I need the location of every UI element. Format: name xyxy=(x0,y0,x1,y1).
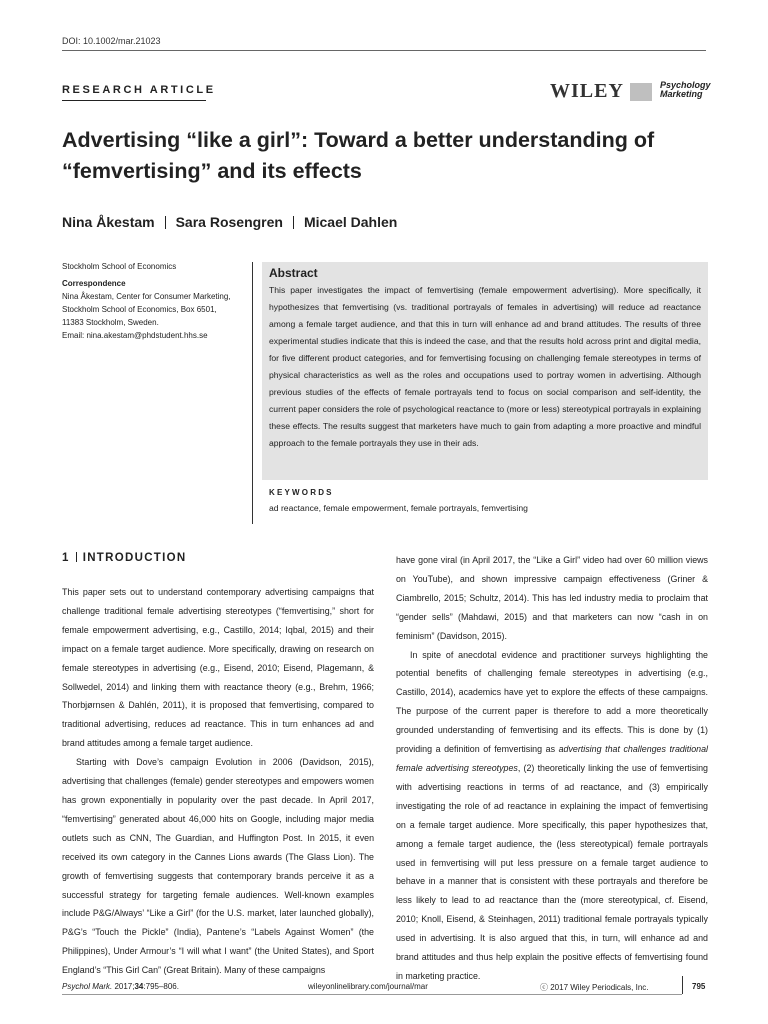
footer-rule xyxy=(62,994,682,995)
abstract-divider xyxy=(252,262,253,524)
author-list xyxy=(62,214,397,230)
body-column-left xyxy=(62,583,374,980)
definition-italic: advertising that challenges traditional female advertising stereotypes xyxy=(396,744,708,773)
section-number: 1 xyxy=(62,552,70,564)
correspondence-line: Stockholm School of Economics, Box 6501, xyxy=(62,305,217,314)
page-number: 795 xyxy=(692,982,706,991)
body-column-right xyxy=(396,551,708,986)
author-separator xyxy=(293,216,294,229)
abstract-heading: Abstract xyxy=(269,266,318,280)
journal-logo xyxy=(630,80,711,102)
correspondence-line: 11383 Stockholm, Sweden. xyxy=(62,318,159,327)
article-type-label: RESEARCH ARTICLE xyxy=(62,84,216,96)
body-paragraph: have gone viral (in April 2017, the “Like a Girl” video had over 60 million views on YouTube), and shown impressive campaign effectiveness (Griner & Ciambrello, 2015; Schultz, 2014). This has led industry media to proclaim that “gender sells” (Mahdawi, 2015) and that marketers can now “cash in on feminism” (Davidson, 2015). xyxy=(396,555,708,641)
correspondence-email[interactable]: Email: nina.akestam@phdstudent.hhs.se xyxy=(62,331,208,340)
correspondence-heading: Correspondence xyxy=(62,279,126,288)
footer-divider xyxy=(682,976,683,994)
author-name[interactable]: Sara Rosengren xyxy=(175,214,283,230)
author-name[interactable]: Nina Åkestam xyxy=(62,214,155,230)
footer-copyright: ⓒ 2017 Wiley Periodicals, Inc. xyxy=(540,983,649,992)
body-paragraph: Starting with Dove’s campaign Evolution in 2006 (Davidson, 2015), advertising that challenges (female) gender stereotypes and empowers women has grown exponentially in popularity over the past decade. In April 2017, “femvertising” generated about 46,000 hits on Google, including major media outlets such as CNN, The Guardian, and Huffington Post. In 2015, it even received its own category in the Cannes Lions awards (The Glass Lion). The growth of femvertising suggests that contemporary brands perceive it as a successful strategy for targeting female audiences. Well-known examples include P&G/Always’ “Like a Girl” (for the U.S. market, later launched globally), P&G’s “Touch the Pickle” (India), Pantene’s “Labels Against Women” (the Philippines), Under Armour’s “I will what I want” (the United States), and Sport England’s “This Girl Can” (Great Britain). Many of these campaigns xyxy=(62,757,374,976)
institution: Stockholm School of Economics xyxy=(62,262,177,271)
doi-text: DOI: 10.1002/mar.21023 xyxy=(62,36,161,46)
journal-logo-text: Psychology Marketing xyxy=(660,80,711,99)
abstract-text: This paper investigates the impact of femvertising (female empowerment advertising). More specifically, it hypothesizes that femvertising (vs. traditional portrayals of females in advertising) will reduce ad reactance among a female target audience, and that this in turn will enhance ad and brand attitudes. The results of three experimental studies indicate that this is indeed the case, and that the results hold across print and digital media, for five different product categories, and for femvertising focusing on challenging female stereotypes in terms of physical characteristics as well as the roles and occupations used to portray women in advertising. Although previous studies of the effects of female portrayals tend to focus on social comparison and self-identity, the current paper considers the role of psychological reactance to (more or less) stereotypical portrayals in explaining these effects. The results suggest that marketers have much to gain from adapting a more proactive and mindful approach to the female portrayals they use in their ads. xyxy=(269,285,701,448)
section-title: INTRODUCTION xyxy=(82,552,187,564)
publisher-logo: WILEY xyxy=(550,80,624,102)
affiliation-block xyxy=(62,260,252,342)
footer-journal-url[interactable]: wileyonlinelibrary.com/journal/mar xyxy=(308,982,428,991)
author-name[interactable]: Micael Dahlen xyxy=(303,214,398,230)
header-rule xyxy=(62,50,706,51)
keywords-text: ad reactance, female empowerment, female portrayals, femvertising xyxy=(269,503,528,513)
body-paragraph: This paper sets out to understand contemporary advertising campaigns that challenge traditional female advertising stereotypes (“femvertising,” short for female empowerment advertising, e.g., Castillo, 2014; Iqbal, 2015) and their impact on a female target audience. More specifically, drawing on research on female stereotypes in advertising (e.g., Eisend, 2010; Eisend, Plagemann, & Sollwedel, 2014) and linking them with reactance theory (e.g., Brehm, 1966; Thorbjørnsen & Dahlén, 2011), it is proposed that femvertising, compared to traditional advertising, reduces ad reactance. This in turn enhances ad and brand attitudes among a female target audience. xyxy=(62,587,374,749)
paper-title: Advertising “like a girl”: Toward a better understanding of “femvertising” and its effects xyxy=(62,128,655,183)
keywords-heading: KEYWORDS xyxy=(269,488,334,497)
journal-logo-mark xyxy=(630,83,652,101)
section-separator xyxy=(76,552,77,562)
section-heading xyxy=(62,552,186,564)
correspondence-line: Nina Åkestam, Center for Consumer Marketing, xyxy=(62,292,231,301)
footer-citation: Psychol Mark. 2017;34:795–806. xyxy=(62,982,179,991)
body-paragraph: In spite of anecdotal evidence and practitioner surveys highlighting the potential benefits of challenging female stereotypes in advertising (e.g., Castillo, 2014), academics have yet to explore the effects of these campaigns. The purpose of the current paper is therefore to add a more theoretically grounded understanding of femvertising and its effects. This is done by (1) providing a definition of femvertising as advertising that challenges traditional female advertising stereotypes, (2) theoretically linking the use of femvertising with advertising reactions in terms of ad reactance, and (3) empirically investigating the role of ad reactance in explaining the impact of femvertising on a female target audience. More specifically, this paper hypothesizes that, among a female target audience, the (less stereotypical) female portrayals used in femvertising will put less pressure on a female target audience to behave in a manner that is consistent with these portrayals and therefore be less likely to lead to ad reactance than the (more stereotypical, cf. Eisend, 2010; Knoll, Eisend, & Steinhagen, 2011) traditional female portrayals typically used in advertising. It is also argued that this, in turn, will enhance ad and brand attitudes and thus help explain the positive effects of femvertising found in marketing practice. xyxy=(396,649,708,981)
author-separator xyxy=(165,216,166,229)
article-type-underline xyxy=(62,100,206,101)
